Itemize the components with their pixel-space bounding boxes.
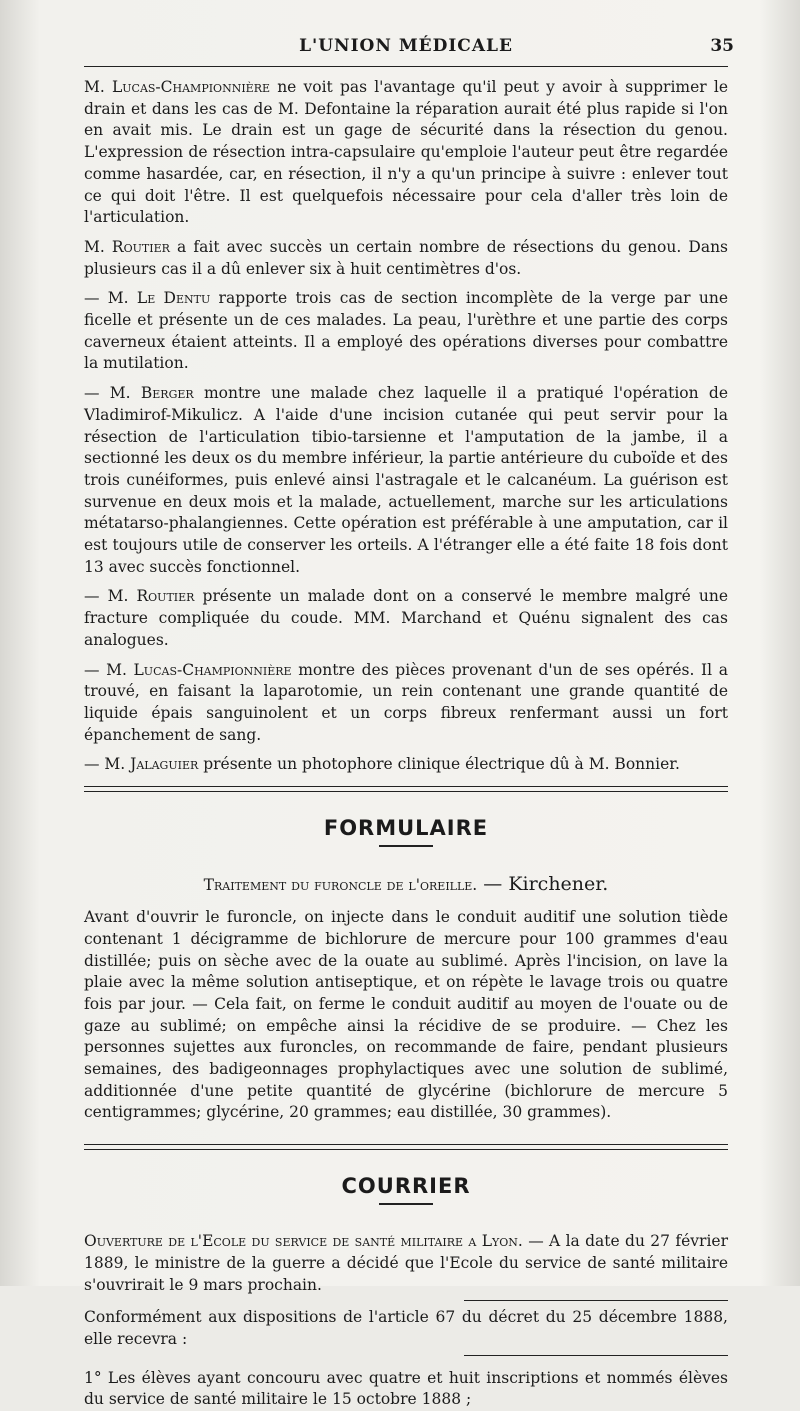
- society-report: [84, 77, 728, 776]
- paragraph: 1° Les élèves ayant concouru avec quatre et huit inscriptions et nommés élèves du service de santé militaire le 15 octobre 1888 ;: [84, 1368, 728, 1409]
- speaker-name: — M. Berger: [84, 384, 194, 403]
- section-divider: [84, 1144, 728, 1150]
- speaker-name: M. Routier: [84, 237, 170, 256]
- page-header: [84, 0, 734, 67]
- title-underline: [379, 1203, 433, 1205]
- separator-line: [464, 1355, 728, 1356]
- speaker-name: — M. Lucas-Championnière: [84, 660, 292, 679]
- page-number: 35: [710, 36, 734, 56]
- paragraph: M. Lucas-Championnière ne voit pas l'avantage qu'il peut y avoir à supprimer le drain et dans les cas de M. Defontaine la réparation aurait été plus rapide si l'on en avait mis. Le drain est un gage de sécurité dans la résection du genou. L'expression de résection intra-capsulaire qu'emploie l'auteur peut être regardée comme hasardée, car, en résection, il n'y a qu'un principe à suivre : enlever tout ce qui doit l'être. Il est quelquefois nécessaire pour cela d'aller très loin de l'articulation.: [84, 78, 728, 227]
- formulaire-section: [84, 816, 728, 1124]
- speaker-name: — M. Le Dentu: [84, 289, 211, 308]
- paragraph: Ouverture de l'Ecole du service de santé militaire a Lyon. — A la date du 27 février 1889, le ministre de la guerre a décidé que l'Ecole du service de santé militaire s'ouvrirait le 9 mars prochain.: [84, 1232, 728, 1294]
- speaker-name: M. Lucas-Championnière: [84, 78, 271, 96]
- paragraph: Conformément aux dispositions de l'article 67 du décret du 25 décembre 1888, elle recevra :: [84, 1308, 728, 1348]
- recipe-heading: Traitement du furoncle de l'oreille. — Kirchener.: [203, 873, 609, 896]
- section-divider: [84, 786, 728, 792]
- paragraph: M. Routier a fait avec succès un certain nombre de résections du genou. Dans plusieurs cas il a dû enlever six à huit centimètres d'os.: [84, 237, 729, 278]
- speaker-name: — M. Jalaguier: [84, 755, 199, 774]
- courrier-section: [84, 1174, 728, 1411]
- paragraph: — M. Le Dentu rapporte trois cas de section incomplète de la verge par une ficelle et présente un de ces malades. La peau, l'urèthre et une partie des corps caverneux étaient atteints. Il a employé des opérations diverses pour combattre la mutilation.: [84, 289, 728, 373]
- paragraph: — M. Routier présente un malade dont on a conservé le membre malgré une fracture compliquée du coude. MM. Marchand et Quénu signalent des cas analogues.: [84, 587, 728, 649]
- speaker-name: — M. Routier: [84, 587, 195, 606]
- paragraph: — M. Berger montre une malade chez laquelle il a pratiqué l'opération de Vladimirof-Mikulicz. A l'aide d'une incision cutanée qui peut servir pour la résection de l'articulation tibio-tarsienne et l'amputation de la jambe, il a sectionné les deux os du membre inférieur, la partie antérieure du cuboïde et des trois cunéiformes, puis enlevé ainsi l'astragale et le calcanéum. La guérison est survenue en deux mois et la malade, actuellement, marche sur les articulations métatarso-phalangiennes. Cette opération est préférable à une amputation, car il est toujours utile de conserver les orteils. A l'étranger elle a été faite 18 fois dont 13 avec succès fonctionnel.: [84, 384, 728, 576]
- title-underline: [379, 845, 433, 847]
- section-title: FORMULAIRE: [323, 816, 489, 841]
- paragraph: — M. Jalaguier présente un photophore clinique électrique dû à M. Bonnier.: [84, 755, 680, 774]
- running-title: L'UNION MÉDICALE: [299, 36, 513, 56]
- section-title: COURRIER: [341, 1174, 471, 1199]
- separator-line: [464, 1300, 728, 1301]
- paragraph: Avant d'ouvrir le furoncle, on injecte dans le conduit auditif une solution tiède contenant 1 décigramme de bichlorure de mercure pour 100 grammes d'eau distillée; puis on sèche avec de la ouate au sublimé. Après l'incision, on lave la plaie avec la même solution antiseptique, et on répète le lavage trois ou quatre fois par jour. — Cela fait, on ferme le conduit auditif au moyen de l'ouate ou de gaze au sublimé; on empêche ainsi la récidive de se produire. — Chez les personnes sujettes aux furoncles, on recommande de faire, pendant plusieurs semaines, des badigeonnages prophylactiques avec une solution de sublimé, additionnée d'une petite quantité de glycérine (bichlorure de mercure 5 centigrammes; glycérine, 20 grammes; eau distillée, 30 grammes).: [84, 908, 728, 1122]
- paragraph: — M. Lucas-Championnière montre des pièces provenant d'un de ses opérés. Il a trouvé, en faisant la laparotomie, un rein contenant une grande quantité de liquide épais sanguinolent et un corps fibreux renfermant aussi un fort épanchement de sang.: [84, 660, 728, 744]
